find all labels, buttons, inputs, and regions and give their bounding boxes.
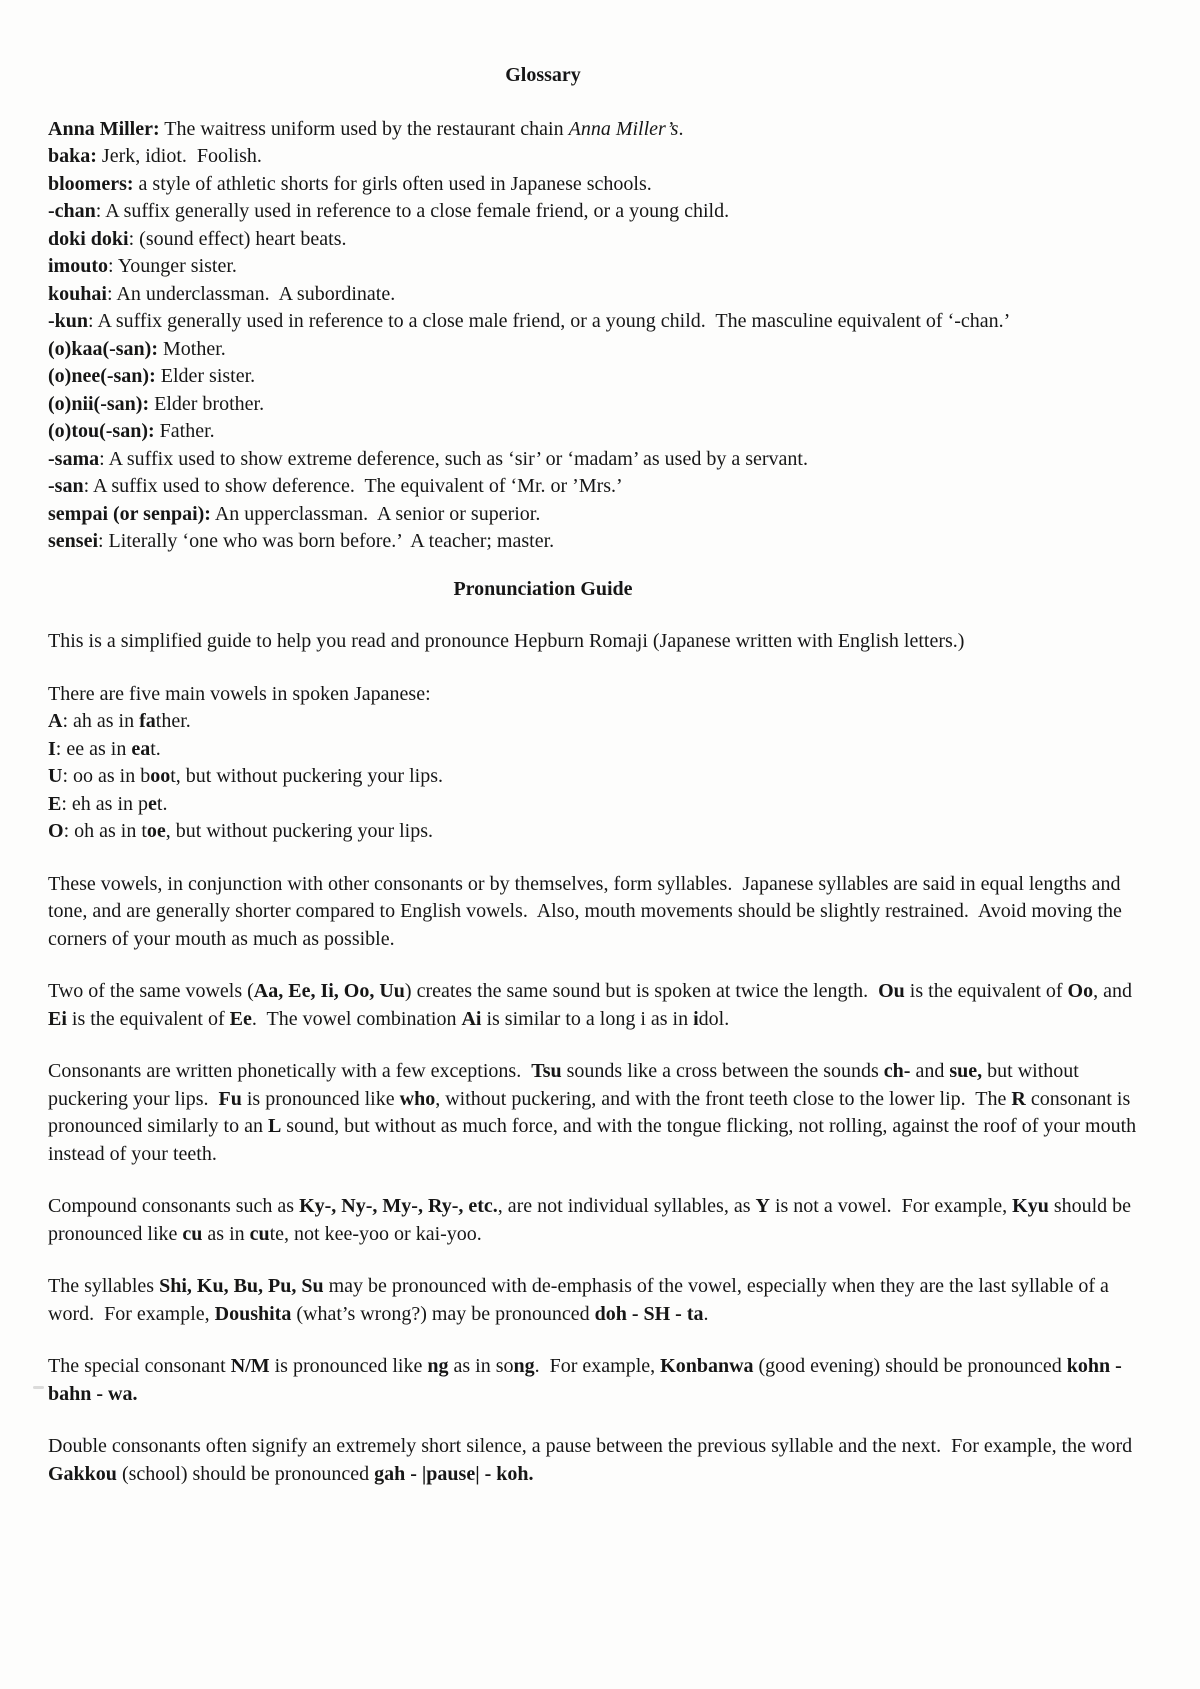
text-run: : eh as in p xyxy=(61,792,148,815)
text-run: sounds like a cross between the sounds xyxy=(561,1060,884,1082)
text-run: sempai (or senpai): xyxy=(48,502,211,525)
text-run: U xyxy=(48,765,63,787)
text-run: Shi, Ku, Bu, Pu, Su xyxy=(159,1275,324,1297)
text-run: doki doki xyxy=(48,227,129,250)
text-run: : Younger sister. xyxy=(108,255,237,277)
text-run: (o)nii(-san): xyxy=(48,392,150,415)
text-run: i xyxy=(693,1007,699,1030)
text-run: , without puckering, and with the front teeth close to the lower lip. The xyxy=(435,1087,1012,1110)
text-run: , and xyxy=(1093,980,1137,1002)
text-run: Anna Miller: xyxy=(48,117,160,140)
text-run: L xyxy=(267,1115,282,1137)
text-run: . xyxy=(703,1302,709,1325)
text-run: Ai xyxy=(461,1007,482,1030)
text-line xyxy=(48,818,1145,846)
text-line xyxy=(48,763,1145,791)
text-run: : ah as in xyxy=(62,710,140,732)
text-line xyxy=(48,871,1145,954)
text-run: -kun xyxy=(48,310,89,332)
vowels-list xyxy=(48,681,1145,846)
text-run: and xyxy=(910,1060,950,1082)
text-run: as in xyxy=(202,1222,250,1245)
text-run: Double consonants often signify an extremely short silence, a pause between the previous syllable and the next. For example, the word xyxy=(48,1435,1138,1457)
text-run: but without puckering your lips. xyxy=(48,1060,1084,1110)
glossary-entry xyxy=(48,253,1145,281)
glossary-entry xyxy=(48,198,1145,226)
text-run: is not a vowel. For example, xyxy=(769,1195,1013,1217)
text-run: (what’s wrong?) may be pronounced xyxy=(291,1302,595,1325)
text-run: Ei xyxy=(48,1007,67,1030)
text-run: -chan xyxy=(48,200,96,222)
text-run: Mother. xyxy=(158,337,226,360)
glossary-entry xyxy=(48,171,1145,199)
text-run: . The vowel combination xyxy=(251,1007,462,1030)
text-run: Tsu xyxy=(531,1060,562,1082)
text-run: t, but without puckering your lips. xyxy=(170,765,443,787)
text-run: is the equivalent of xyxy=(66,1007,230,1030)
text-run: : A suffix used to show deference. The equivalent of ‘Mr. or ’Mrs.’ xyxy=(83,475,623,497)
consonants-paragraph xyxy=(48,1058,1145,1168)
text-run: (good evening) should be pronounced xyxy=(753,1355,1067,1377)
de-emphasis-paragraph xyxy=(48,1273,1145,1328)
scan-artifact xyxy=(33,1386,44,1389)
text-run: N/M xyxy=(230,1355,270,1377)
text-run: kouhai xyxy=(48,282,107,305)
text-run: (o)nee(-san): xyxy=(48,365,156,387)
text-run: baka: xyxy=(48,145,97,167)
text-run: kohn - bahn - wa. xyxy=(48,1355,1127,1405)
glossary-entry xyxy=(48,336,1145,364)
text-run: is the equivalent of xyxy=(904,980,1068,1002)
text-run: t. xyxy=(150,737,161,760)
text-run: Father. xyxy=(154,420,215,442)
text-run: may be pronounced with de-emphasis of the vowel, especially when they are the last syllable of a word. For example, xyxy=(48,1275,1114,1325)
text-run: dol. xyxy=(698,1007,730,1030)
text-run: : Literally ‘one who was born before.’ A teacher; master. xyxy=(98,530,555,552)
glossary-entry xyxy=(48,143,1145,171)
pronunciation-section xyxy=(48,628,1145,1488)
text-run: sue, xyxy=(949,1060,983,1082)
text-run: Fu xyxy=(218,1087,242,1110)
syllables-paragraph xyxy=(48,871,1145,954)
text-run: The waitress uniform used by the restaurant chain xyxy=(159,117,569,140)
text-run: Anna Miller’s xyxy=(568,117,679,140)
text-run: should be pronounced like xyxy=(48,1195,1137,1245)
text-run: : oh as in t xyxy=(63,820,147,842)
glossary-entry xyxy=(48,363,1145,391)
text-run: : oo as in b xyxy=(62,765,151,787)
glossary-title: Glossary xyxy=(505,64,581,86)
text-run: , are not individual syllables, as xyxy=(497,1195,756,1217)
pronunciation-guide-title: Pronunciation Guide xyxy=(453,577,633,600)
text-run: Doushita xyxy=(214,1302,292,1325)
text-run: Aa, Ee, Ii, Oo, Uu xyxy=(253,980,405,1002)
text-run: sound, but without as much force, and with the tongue flicking, not rolling, against the roof of your mouth instead of your teeth. xyxy=(48,1115,1142,1165)
text-run: The special consonant xyxy=(48,1355,231,1377)
text-run: -san xyxy=(48,475,84,497)
text-run: ng xyxy=(513,1355,535,1377)
text-run: Elder brother. xyxy=(149,392,265,415)
text-run: (o)tou(-san): xyxy=(48,420,155,442)
glossary-entry xyxy=(48,473,1145,501)
text-run: who xyxy=(399,1087,436,1110)
text-line xyxy=(48,628,1145,656)
text-run: . xyxy=(678,117,684,140)
text-run: doh - SH - ta xyxy=(594,1302,704,1325)
text-run: Consonants are written phonetically with a few exceptions. xyxy=(48,1060,532,1082)
text-line xyxy=(48,1273,1145,1328)
glossary-entry xyxy=(48,116,1145,144)
text-run: ea xyxy=(131,737,151,760)
glossary-entry xyxy=(48,418,1145,446)
text-run: O xyxy=(48,820,64,842)
text-run: The syllables xyxy=(48,1275,160,1297)
text-run: Jerk, idiot. Foolish. xyxy=(96,145,262,167)
glossary-entry xyxy=(48,308,1145,336)
text-run: Two of the same vowels ( xyxy=(48,980,254,1002)
text-run: ther. xyxy=(155,710,191,732)
text-line xyxy=(48,1433,1145,1488)
text-run: Ee xyxy=(229,1007,252,1030)
text-run: : (sound effect) heart beats. xyxy=(128,227,347,250)
text-line xyxy=(48,681,1145,709)
text-run: : A suffix generally used in reference to a close male friend, or a young child. The masculine equivalent of ‘-chan.’ xyxy=(88,310,1011,332)
text-line xyxy=(48,1353,1145,1408)
glossary-entry xyxy=(48,391,1145,419)
text-run: Ou xyxy=(878,980,905,1002)
text-run: ) creates the same sound but is spoken at twice the length. xyxy=(404,980,879,1002)
text-run: te, not kee-yoo or kai-yoo. xyxy=(269,1222,482,1245)
n-m-consonant-paragraph xyxy=(48,1353,1145,1408)
text-line xyxy=(48,978,1145,1033)
glossary-entry xyxy=(48,528,1145,556)
text-run: , but without puckering your lips. xyxy=(165,820,433,842)
glossary-entry xyxy=(48,281,1145,309)
text-run: There are five main vowels in spoken Japanese: xyxy=(48,682,431,705)
text-run: as in so xyxy=(448,1355,514,1377)
text-run: a style of athletic shorts for girls often used in Japanese schools. xyxy=(133,172,652,195)
text-run: is similar to a long i as in xyxy=(481,1007,694,1030)
text-run: Elder sister. xyxy=(155,365,256,387)
text-run: Y xyxy=(755,1195,770,1217)
text-run: ch- xyxy=(883,1060,911,1082)
text-run: A xyxy=(48,710,63,732)
text-run: imouto xyxy=(48,255,108,277)
glossary-entry xyxy=(48,226,1145,254)
text-run: consonant is pronounced similarly to an xyxy=(48,1087,1136,1137)
intro-paragraph xyxy=(48,628,1145,656)
text-run: : A suffix generally used in reference to a close female friend, or a young child. xyxy=(95,200,730,222)
text-run: -sama xyxy=(48,447,100,470)
text-run: . For example, xyxy=(534,1355,661,1377)
text-line xyxy=(48,1193,1145,1248)
text-line xyxy=(48,1058,1145,1168)
text-run: Oo xyxy=(1067,980,1094,1002)
text-run: is pronounced like xyxy=(269,1355,428,1377)
text-run: bloomers: xyxy=(48,172,134,195)
compound-consonants-paragraph xyxy=(48,1193,1145,1248)
glossary-entry xyxy=(48,501,1145,529)
text-line xyxy=(48,708,1145,736)
text-run: Gakkou xyxy=(48,1462,117,1485)
double-vowels-paragraph xyxy=(48,978,1145,1033)
text-run: R xyxy=(1011,1087,1026,1110)
text-run: cu xyxy=(182,1222,203,1245)
double-consonants-paragraph xyxy=(48,1433,1145,1488)
text-run: : A suffix used to show extreme deference, such as ‘sir’ or ‘madam’ as used by a servant. xyxy=(99,447,808,470)
text-run: is pronounced like xyxy=(241,1087,400,1110)
text-run: This is a simplified guide to help you read and pronounce Hepburn Romaji (Japanese written with English letters.) xyxy=(48,630,965,652)
text-run: sensei xyxy=(48,530,98,552)
text-line xyxy=(48,736,1145,764)
text-run: e xyxy=(148,792,157,815)
text-run: gah - |pause| - koh. xyxy=(374,1462,534,1485)
text-run: I xyxy=(48,737,56,760)
text-run: (o)kaa(-san): xyxy=(48,337,158,360)
glossary-entry xyxy=(48,446,1145,474)
text-run: oe xyxy=(146,820,166,842)
text-run: Konbanwa xyxy=(660,1355,754,1377)
text-run: These vowels, in conjunction with other consonants or by themselves, form syllables. Japanese syllables are said in equal lengths and tone, and are generally shorter compared to English vowels. Also, mouth movements should be slightly restrained. Avoid moving the corners of your mouth as much as possible. xyxy=(48,872,1127,950)
text-run: ng xyxy=(427,1355,449,1377)
text-run: (school) should be pronounced xyxy=(116,1462,375,1485)
text-run: : ee as in xyxy=(55,737,132,760)
text-run: fa xyxy=(139,710,156,732)
text-run: t. xyxy=(156,792,168,815)
glossary-list xyxy=(48,116,1145,556)
text-run: Kyu xyxy=(1012,1195,1049,1217)
text-line xyxy=(48,791,1145,819)
text-run: An upperclassman. A senior or superior. xyxy=(210,502,541,525)
text-run: : An underclassman. A subordinate. xyxy=(106,282,396,305)
text-run: oo xyxy=(150,765,171,787)
text-run: Ky-, Ny-, My-, Ry-, etc. xyxy=(299,1195,498,1217)
text-run: cu xyxy=(249,1222,270,1245)
text-run: Compound consonants such as xyxy=(48,1195,300,1217)
text-run: E xyxy=(48,792,62,815)
